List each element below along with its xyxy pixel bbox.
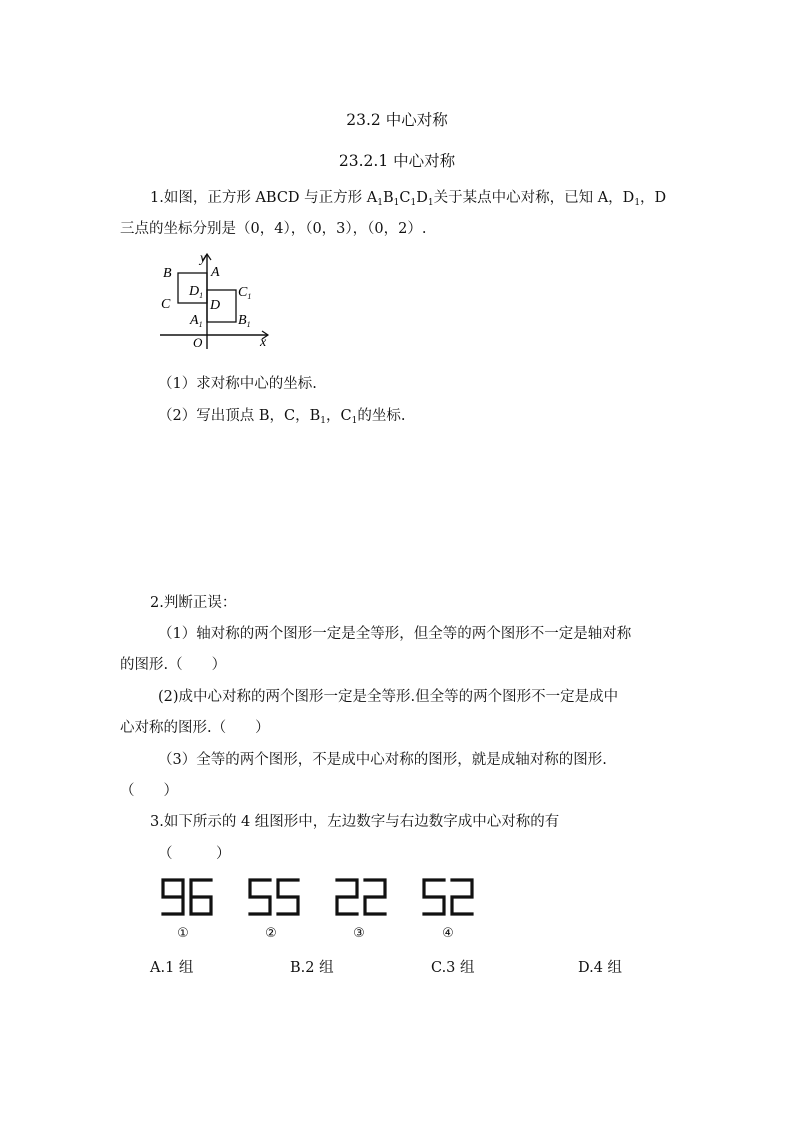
q2-item3-line1: （3）全等的两个图形，不是成中心对称的图形，就是成轴对称的图形. (158, 752, 607, 768)
q2-item1-line1: （1）轴对称的两个图形一定是全等形，但全等的两个图形不一定是轴对称 (158, 626, 632, 642)
q3-blank: （ ） (158, 846, 231, 862)
group-marker-4: ④ (442, 926, 454, 941)
label-b1: $B_1$ (238, 313, 251, 329)
q2-item2-line2: 心对称的图形.（ ） (120, 720, 270, 736)
q2-item1-line2: 的图形.（ ） (120, 657, 227, 673)
label-a1: $A_1$ (190, 313, 203, 329)
option-c: C.3 组 (431, 960, 475, 976)
q1-line2: 三点的坐标分别是（0，4），（0，3），（0，2）. (120, 221, 427, 237)
digit-2-right (365, 880, 385, 914)
label-d: D (210, 298, 221, 313)
digit-groups-figure (155, 872, 485, 942)
digit-2-left (337, 880, 357, 914)
group-marker-3: ③ (353, 926, 365, 941)
digit-5-right (278, 880, 298, 914)
digit-2-group4 (452, 880, 472, 914)
label-a: A (211, 265, 220, 280)
group-marker-1: ① (177, 926, 189, 941)
x-axis-label: x (260, 335, 267, 350)
digit-5-left (250, 880, 270, 914)
q1-part2: （2）写出顶点 B，C，$B_1$，$C_1$的坐标. (158, 408, 406, 426)
q2-item3-line2: （ ） (120, 783, 178, 799)
group-marker-2: ② (265, 926, 277, 941)
coordinate-figure (150, 246, 280, 356)
y-axis-label: y (200, 251, 207, 266)
origin-label: O (193, 335, 203, 350)
label-d1: $D_1$ (189, 284, 204, 300)
subsection-title: 23.2.1 中心对称 (338, 152, 456, 170)
section-title: 23.2 中心对称 (346, 111, 448, 129)
digit-5-group4 (424, 880, 444, 914)
label-c: C (161, 297, 171, 312)
q2-heading: 2.判断正误： (150, 595, 237, 611)
label-b: B (163, 266, 172, 281)
digit-6 (191, 880, 211, 914)
digit-9 (163, 880, 183, 914)
q3-question: 3.如下所示的 4 组图形中，左边数字与右边数字成中心对称的有 (150, 814, 560, 830)
option-d: D.4 组 (578, 960, 623, 976)
label-c1: $C_1$ (238, 285, 252, 301)
q1-line1: 1.如图，正方形 ABCD 与正方形 $A_1B_1C_1D_1$关于某点中心对称，已知 A，$D_1$，D (150, 190, 667, 208)
option-b: B.2 组 (290, 960, 334, 976)
q1-part1: （1）求对称中心的坐标. (158, 376, 317, 392)
option-a: A.1 组 (150, 960, 194, 976)
q2-item2-line1: (2)成中心对称的两个图形一定是全等形.但全等的两个图形不一定是成中 (158, 689, 619, 705)
